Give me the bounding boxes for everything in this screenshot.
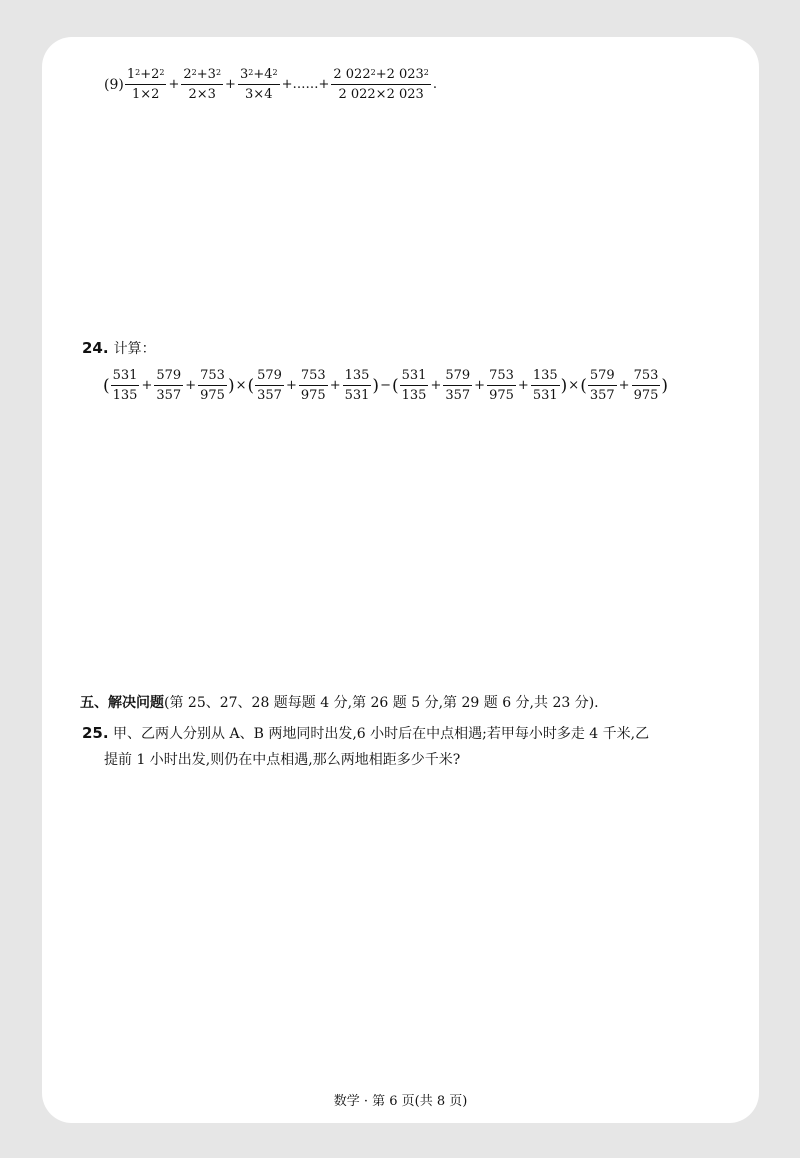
fraction-denominator: 2×3: [188, 87, 216, 102]
fraction-numerator: 2 $022^2+2$ $023^2$: [331, 67, 431, 85]
fraction-numerator: $1^2+2^2$: [125, 67, 167, 85]
question-25-line-2: [104, 748, 460, 773]
period: .: [432, 77, 438, 92]
fraction-753-975: [487, 368, 516, 403]
left-paren: (: [103, 375, 110, 396]
fraction-531-135: [400, 368, 429, 403]
fraction-579-357: [443, 368, 472, 403]
fraction-denominator: 357: [445, 388, 471, 403]
problem-9-label: (9): [104, 76, 124, 93]
fraction-579-357: [588, 368, 617, 403]
fraction-denominator: 975: [200, 388, 225, 403]
fraction-numerator: 135: [531, 368, 560, 386]
fraction-term-1: [125, 67, 167, 102]
fraction-denominator: 531: [532, 388, 558, 403]
plus-sign: +: [474, 378, 486, 393]
right-paren: ): [560, 375, 568, 396]
fraction-denominator: 975: [300, 388, 326, 403]
fraction-denominator: 975: [489, 388, 514, 403]
times-sign: ×: [235, 378, 247, 393]
fraction-numerator: 753: [487, 368, 516, 386]
left-paren: (: [580, 375, 587, 396]
plus-sign: +: [168, 77, 180, 92]
plus-sign: +: [225, 77, 236, 92]
left-paren: (: [247, 375, 255, 396]
question-25-line-1: [82, 721, 649, 747]
question-24-title: 计算：: [113, 341, 156, 357]
question-25-text-line-1: 甲、乙两人分别从 A、B 两地同时出发,6 小时后在中点相遇;若甲每小时多走 4 千米,乙: [113, 726, 650, 742]
plus-sign: +: [329, 378, 341, 393]
plus-sign: +: [185, 378, 197, 393]
fraction-denominator: 357: [257, 388, 282, 403]
fraction-579-357: [255, 368, 284, 403]
fraction-753-975: [632, 368, 661, 403]
fraction-numerator: $2^2+3^2$: [181, 67, 223, 85]
fraction-135-531: [531, 368, 560, 403]
fraction-numerator: $3^2+4^2$: [238, 67, 280, 85]
fraction-753-975: [299, 368, 328, 403]
fraction-numerator: 579: [588, 368, 617, 386]
question-24-heading: [82, 338, 156, 358]
minus-sign: −: [380, 378, 391, 393]
question-24-number: 24.: [82, 339, 109, 357]
left-paren: (: [391, 375, 399, 396]
section-5-detail: (第 25、27、28 题每题 4 分,第 26 题 5 分,第 29 题 6 分,共 23 分).: [164, 695, 599, 711]
fraction-numerator: 531: [111, 368, 140, 386]
right-paren: ): [227, 375, 235, 396]
ellipsis: +……+: [281, 77, 330, 92]
question-24-expression: [103, 368, 668, 403]
plus-sign: +: [285, 378, 297, 393]
fraction-denominator: 135: [112, 388, 138, 403]
fraction-numerator: 579: [443, 368, 472, 386]
section-5-heading: [80, 691, 599, 716]
fraction-denominator: 975: [633, 388, 659, 403]
fraction-531-135: [111, 368, 140, 403]
times-sign: ×: [568, 378, 580, 393]
fraction-135-531: [343, 368, 372, 403]
right-paren: ): [372, 375, 380, 396]
fraction-numerator: 531: [400, 368, 429, 386]
plus-sign: +: [141, 378, 153, 393]
right-paren: ): [661, 375, 669, 396]
fraction-denominator: 2 022×2 023: [338, 87, 424, 102]
fraction-denominator: 3×4: [245, 87, 273, 102]
fraction-term-last: [331, 67, 431, 102]
fraction-term-3: [238, 67, 280, 102]
fraction-term-2: [181, 67, 223, 102]
exam-page: [42, 37, 759, 1123]
section-5-title: 五、解决问题: [80, 695, 164, 711]
fraction-numerator: 579: [154, 368, 183, 386]
fraction-denominator: 1×2: [131, 87, 160, 102]
fraction-denominator: 531: [344, 388, 370, 403]
problem-9-expression: [104, 67, 438, 102]
fraction-579-357: [154, 368, 183, 403]
fraction-numerator: 753: [198, 368, 227, 386]
plus-sign: +: [430, 378, 442, 393]
fraction-753-975: [198, 368, 227, 403]
fraction-numerator: 753: [632, 368, 661, 386]
fraction-numerator: 135: [343, 368, 372, 386]
plus-sign: +: [618, 378, 630, 393]
fraction-numerator: 579: [255, 368, 284, 386]
question-25-text-line-2: 提前 1 小时出发,则仍在中点相遇,那么两地相距多少千米?: [104, 752, 461, 768]
question-25-number: 25.: [82, 724, 109, 742]
fraction-numerator: 753: [299, 368, 328, 386]
plus-sign: +: [517, 378, 529, 393]
fraction-denominator: 357: [589, 388, 615, 403]
fraction-denominator: 357: [156, 388, 182, 403]
page-footer: 数学 · 第 6 页(共 8 页): [333, 1094, 468, 1109]
fraction-denominator: 135: [401, 388, 427, 403]
